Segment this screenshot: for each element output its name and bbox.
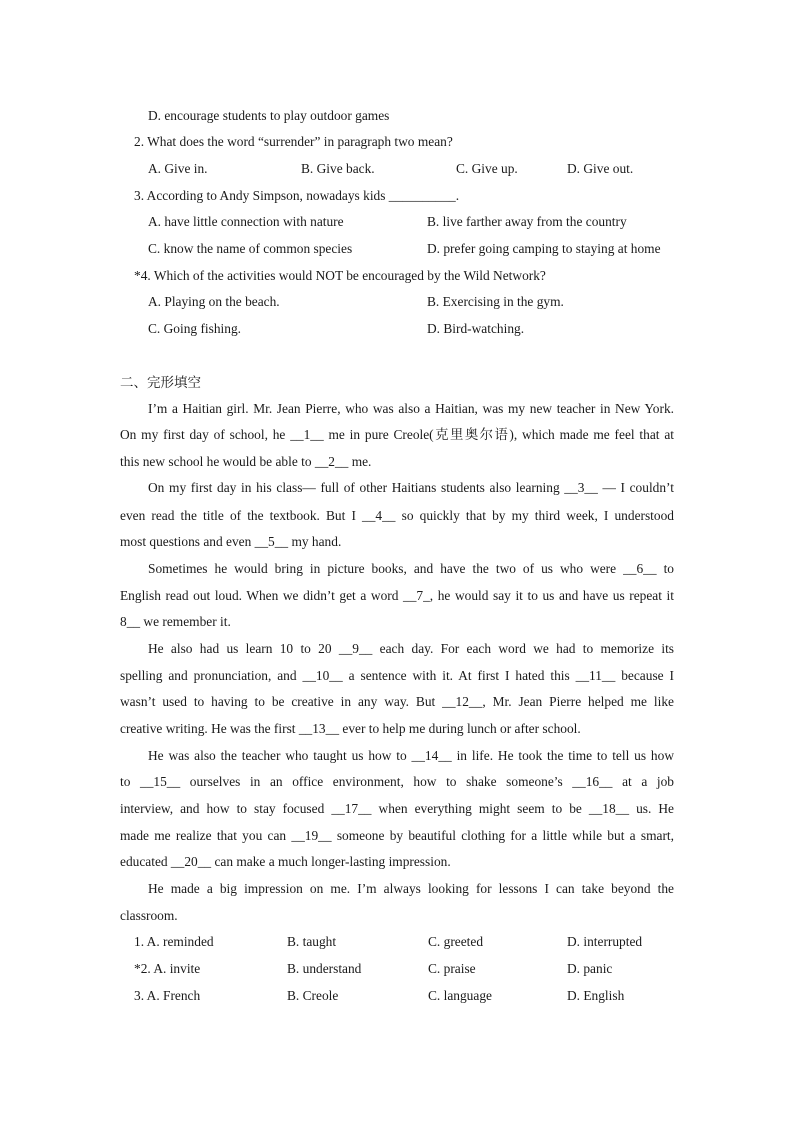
q4-option-a: A. Playing on the beach. bbox=[148, 294, 280, 309]
cloze-answer-b: B. Creole bbox=[287, 988, 339, 1003]
cloze-line: He made a big impression on me. I’m always looking for lessons I can take beyond the bbox=[148, 881, 674, 896]
cloze-line: made me realize that you can __19__ someone by beautiful clothing for a little while but a smart, bbox=[120, 828, 674, 843]
cloze-line: classroom. bbox=[120, 908, 178, 923]
q2-option-c: C. Give up. bbox=[456, 161, 518, 176]
cloze-line: English read out loud. When we didn’t get a word __7_, he would say it to us and have us repeat it bbox=[120, 588, 674, 603]
cloze-line: Sometimes he would bring in picture books, and have the two of us who were __6__ to bbox=[148, 561, 674, 576]
cloze-line: creative writing. He was the first __13__ ever to help me during lunch or after school. bbox=[120, 721, 581, 736]
cloze-line: even read the title of the textbook. But I __4__ so quickly that by my third week, I understood bbox=[120, 508, 674, 523]
q3-option-b: B. live farther away from the country bbox=[427, 214, 627, 229]
cloze-answer-c: C. greeted bbox=[428, 934, 484, 949]
q3-stem: 3. According to Andy Simpson, nowadays kids __________. bbox=[134, 188, 460, 203]
cloze-line: educated __20__ can make a much longer-lasting impression. bbox=[120, 854, 451, 869]
cloze-line: interview, and how to stay focused __17__ when everything might seem to be __18__ us. He bbox=[120, 801, 674, 816]
cloze-answer-c: C. language bbox=[428, 988, 492, 1003]
cloze-answer-b: B. taught bbox=[287, 934, 337, 949]
q4-stem: *4. Which of the activities would NOT be encouraged by the Wild Network? bbox=[134, 268, 546, 283]
cloze-answer-d: D. panic bbox=[567, 961, 613, 976]
q4-option-d: D. Bird-watching. bbox=[427, 321, 525, 336]
cloze-line: spelling and pronunciation, and __10__ a sentence with it. At first I hated this __11__ because I bbox=[120, 668, 674, 683]
cloze-answer-d: D. English bbox=[567, 988, 625, 1003]
cloze-line: to __15__ ourselves in an office environment, how to shake someone’s __16__ at a job bbox=[120, 774, 674, 789]
cloze-line: most questions and even __5__ my hand. bbox=[120, 534, 342, 549]
cloze-line: 8__ we remember it. bbox=[120, 614, 231, 629]
cloze-line: wasn’t used to having to be creative in any way. But __12__, Mr. Jean Pierre helped me like bbox=[120, 694, 674, 709]
cloze-answer-b: B. understand bbox=[287, 961, 362, 976]
q2-stem: 2. What does the word “surrender” in paragraph two mean? bbox=[134, 134, 453, 149]
cloze-line: this new school he would be able to __2__ me. bbox=[120, 454, 372, 469]
cloze-answer-a: 3. A. French bbox=[134, 988, 201, 1003]
q2-option-a: A. Give in. bbox=[148, 161, 208, 176]
cloze-answer-d: D. interrupted bbox=[567, 934, 643, 949]
q3-option-a: A. have little connection with nature bbox=[148, 214, 344, 229]
q2-option-d: D. Give out. bbox=[567, 161, 634, 176]
q1-option-d: D. encourage students to play outdoor games bbox=[148, 108, 390, 123]
cloze-line: On my first day of school, he __1__ me in pure Creole(克里奥尔语), which made me feel that at bbox=[120, 427, 674, 442]
cloze-answer-c: C. praise bbox=[428, 961, 476, 976]
cloze-answer-a: 1. A. reminded bbox=[134, 934, 214, 949]
cloze-line: He also had us learn 10 to 20 __9__ each day. For each word we had to memorize its bbox=[148, 641, 674, 656]
q3-option-c: C. know the name of common species bbox=[148, 241, 353, 256]
cloze-line: On my first day in his class— full of other Haitians students also learning __3__ — I couldn’t bbox=[148, 480, 674, 495]
q3-option-d: D. prefer going camping to staying at home bbox=[427, 241, 661, 256]
cloze-answer-a: *2. A. invite bbox=[134, 961, 201, 976]
q2-option-b: B. Give back. bbox=[301, 161, 375, 176]
cloze-line: I’m a Haitian girl. Mr. Jean Pierre, who was also a Haitian, was my new teacher in New York. bbox=[148, 401, 674, 416]
q4-option-b: B. Exercising in the gym. bbox=[427, 294, 564, 309]
section-heading-cloze: 二、完形填空 bbox=[120, 375, 201, 391]
cloze-line: He was also the teacher who taught us how to __14__ in life. He took the time to tell us how bbox=[148, 748, 674, 763]
q4-option-c: C. Going fishing. bbox=[148, 321, 241, 336]
